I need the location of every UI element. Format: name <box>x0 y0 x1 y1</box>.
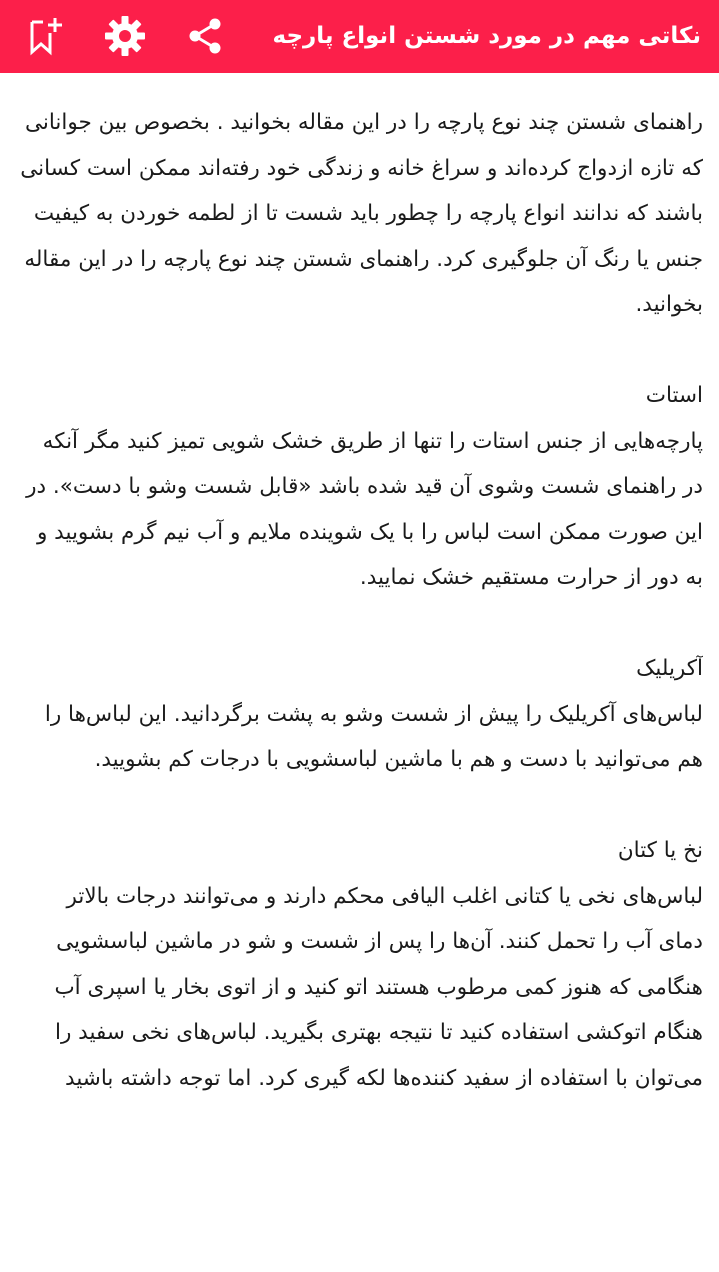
bookmark-add-button[interactable] <box>18 8 74 64</box>
paragraph-spacer <box>18 328 703 374</box>
article-intro: راهنمای شستن چند نوع پارچه را در این مقاله بخوانید . بخصوص بین جوانانی که تازه ازدواج کرده‌اند و سراغ خانه و زندگی خود رفته‌اند ممکن است کسانی باشند که ندانند انواع پارچه را چطور باید شست تا از لطمه خوردن به کیفیت جنس یا رنگ آن جلوگیری کرد. راهنمای شستن چند نوع پارچه را در این مقاله بخوانید. <box>20 110 703 317</box>
share-icon <box>185 16 225 56</box>
gear-icon <box>103 14 147 58</box>
paragraph-spacer <box>18 601 703 647</box>
bookmark-add-icon <box>26 16 66 56</box>
paragraph-spacer <box>18 783 703 829</box>
section-heading-acetate: استات <box>645 383 703 408</box>
section-heading-cotton: نخ یا کتان <box>617 838 703 863</box>
section-body-acrylic: لباس‌های آکریلیک را پیش از شست وشو به پشت برگردانید. این لباس‌ها را هم می‌توانید با دست و هم با ماشین لباسشویی با درجات کم بشویید. <box>44 701 703 772</box>
article-content <box>18 100 703 1272</box>
settings-button[interactable] <box>97 8 153 64</box>
page-title: نکاتی مهم در مورد شستن انواع پارچه <box>272 23 701 49</box>
share-button[interactable] <box>177 8 233 64</box>
app-bar <box>0 0 719 73</box>
section-heading-acrylic: آکریلیک <box>636 656 703 681</box>
section-body-acetate: پارچه‌هایی از جنس استات را تنها از طریق خشک شویی تمیز کنید مگر آنکه در راهنمای شست وشوی آن قید شده باشد «قابل شست وشو با دست». در این صورت ممکن است لباس را با یک شوینده ملایم و آب نیم گرم بشویید و به دور از حرارت مستقیم خشک نمایید. <box>26 428 703 590</box>
section-body-cotton: لباس‌های نخی یا کتانی اغلب الیافی محکم دارند و می‌توانند درجات بالاتر دمای آب را تحمل کنند. آن‌ها را پس از شست و شو در ماشین لباسشویی هنگامی که هنوز کمی مرطوب هستند اتو کنید و از اتوی بخار یا اسپری آب هنگام اتوکشی استفاده کنید تا نتیجه بهتری بگیرید. لباس‌های نخی سفید را می‌توان با استفاده از سفید کننده‌ها لکه گیری کرد. اما توجه داشته باشید <box>54 883 703 1091</box>
